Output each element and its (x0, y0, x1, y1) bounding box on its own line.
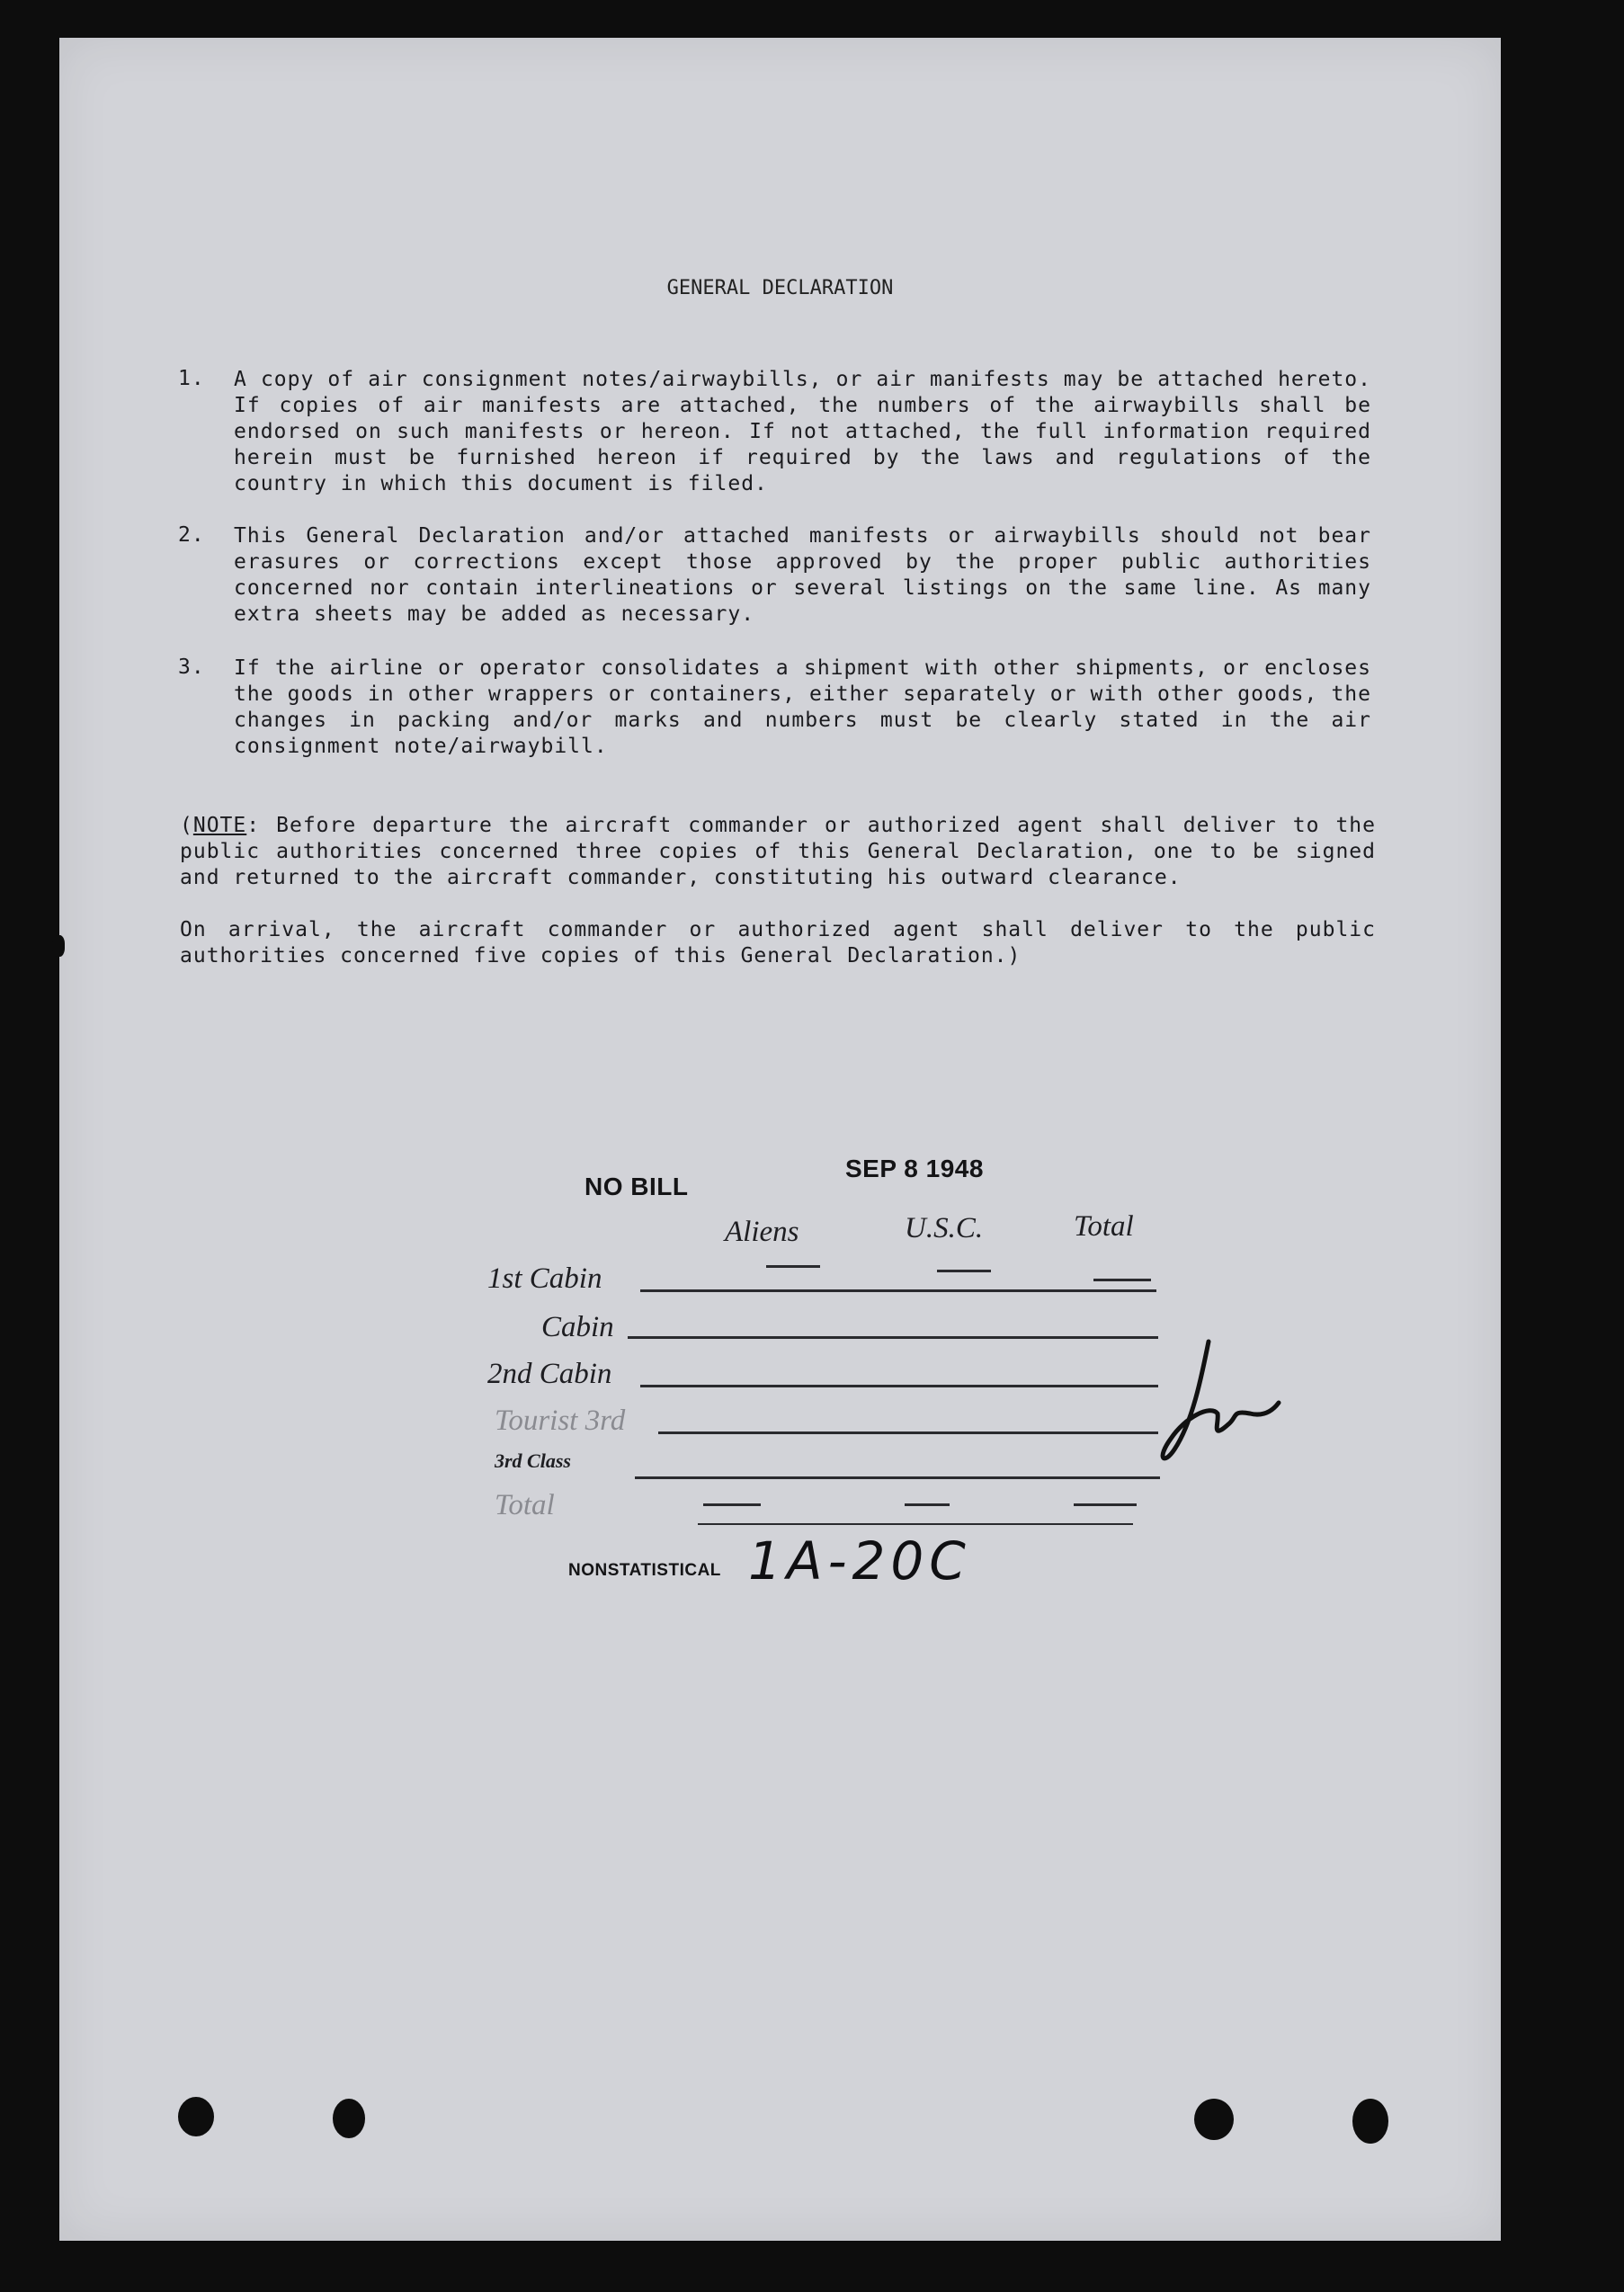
row-line (635, 1476, 1160, 1479)
column-dash (1093, 1279, 1151, 1281)
note-text: : Before departure the aircraft commander or authorized agent shall deliver to the public authorities concerned three copies of this General Declaration, one to be signed and returned to the aircraft commander, constituting his outward clearance. (180, 814, 1376, 889)
edge-notch (52, 935, 65, 957)
row-2nd-cabin: 2nd Cabin (487, 1358, 612, 1390)
item-text: A copy of air consignment notes/airwaybills, or air manifests may be attached hereto. If copies of air manifests are attached, the numbers of the airwaybills shall be endorsed on such manifests or hereon. If not attached, the full information required herein must be furnished hereon if required by the laws and regulations of the country in which this document is filed. (234, 368, 1371, 495)
handwritten-initials-signature (1138, 1324, 1354, 1485)
nonstatistical-label: NONSTATISTICAL (568, 1561, 721, 1580)
punch-hole (178, 2097, 214, 2136)
column-usc: U.S.C. (905, 1212, 984, 1244)
column-total: Total (1074, 1210, 1134, 1243)
row-line (628, 1336, 1158, 1339)
column-dash (937, 1270, 991, 1272)
total-dash (905, 1503, 950, 1506)
row-cabin: Cabin (541, 1311, 614, 1343)
row-3rd-class: 3rd Class (495, 1449, 571, 1472)
document-title: GENERAL DECLARATION (666, 277, 894, 299)
arrival-note: On arrival, the aircraft commander or authorized agent shall deliver to the public authorities concerned five copies of this General Declaration.) (180, 918, 1376, 968)
row-total: Total (495, 1489, 555, 1521)
row-line (698, 1523, 1133, 1525)
stamp-date: SEP 8 1948 (845, 1155, 984, 1182)
item-text: If the airline or operator consolidates a shipment with other shipments, or encloses the goods in other wrappers or containers, either separately or with other goods, the changes in packing and/or marks and numbers must be clearly stated in the air consignment note/airwaybill. (234, 656, 1371, 758)
document-sheet (59, 38, 1501, 2241)
column-dash (766, 1265, 820, 1268)
punch-hole (1194, 2099, 1234, 2140)
row-line (640, 1385, 1158, 1387)
item-number: 3. (178, 655, 205, 679)
row-line (640, 1289, 1156, 1292)
row-1st-cabin: 1st Cabin (487, 1262, 602, 1295)
handwritten-code: 1A-20C (748, 1530, 971, 1592)
item-number: 2. (178, 523, 205, 547)
punch-hole (1352, 2099, 1388, 2144)
departure-note: (NOTE: Before departure the aircraft commander or authorized agent shall deliver to the public authorities concerned three copies of this General Declaration, one to be signed and returned to the aircraft commander, constituting his outward clearance. (180, 814, 1376, 889)
punch-hole (333, 2099, 365, 2138)
column-aliens: Aliens (725, 1216, 799, 1248)
item-text: This General Declaration and/or attached manifests or airwaybills should not bear erasures or corrections except those approved by the proper public authorities concerned nor contain interlineations or several listings on the same line. As many extra sheets may be added as necessary. (234, 524, 1371, 626)
no-bill-label: NO BILL (584, 1173, 689, 1200)
item-number: 1. (178, 367, 205, 390)
row-tourist-3rd: Tourist 3rd (495, 1405, 626, 1437)
row-line (658, 1431, 1158, 1434)
note-label: NOTE (192, 814, 247, 837)
total-dash (1074, 1503, 1137, 1506)
total-dash (703, 1503, 761, 1506)
